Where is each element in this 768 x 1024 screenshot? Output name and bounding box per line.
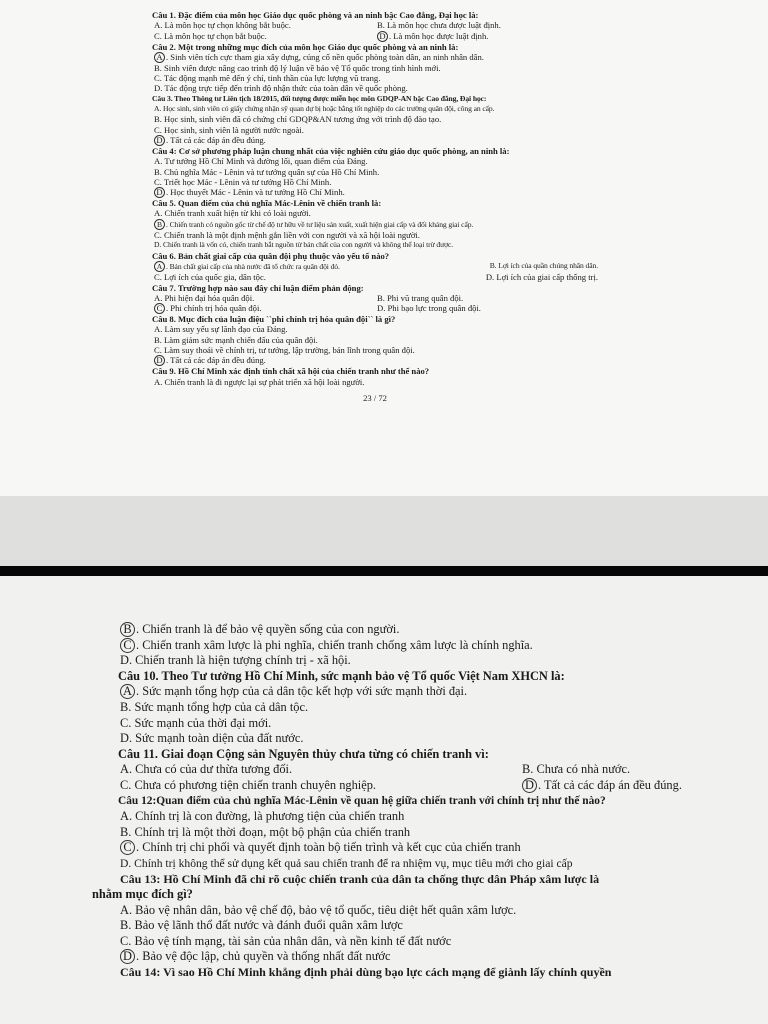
circled-answer-mark: B — [120, 622, 135, 637]
q8-option-d: D . Tất cả các đáp án đều đúng. — [152, 355, 598, 366]
question-8-title: Câu 8. Mục đích của luận điệu ``phi chính trị hóa quân đội`` là gì? — [152, 314, 396, 325]
question-14 — [92, 965, 732, 981]
question-9-title: Câu 9. Hồ Chí Minh xác định tính chất xã hội của chiến tranh như thế nào? — [152, 366, 430, 377]
q3-option-b: B. Học sinh, sinh viên đã có chứng chỉ GDQP&AN tương ứng với trình độ đào tạo. — [154, 114, 442, 125]
circled-answer-mark: D — [154, 135, 165, 146]
q7-option-c: C . Phi chính trị hóa quân đội. — [152, 303, 375, 314]
q4-option-a: A. Tư tưởng Hồ Chí Minh và đường lối, quan điểm của Đảng. — [154, 156, 368, 167]
q6-option-d: D. Lợi ích của giai cấp thống trị. — [485, 272, 598, 283]
q2-option-b: B. Sinh viên được nâng cao trình độ lý luận về bảo vệ Tổ quốc trong tình hình mới. — [154, 62, 441, 73]
circled-answer-mark: D — [120, 949, 135, 964]
question-13-title: Câu 13: Hồ Chí Minh đã chỉ rõ cuộc chiến tranh của dân ta chống thực dân Pháp xâm lược là — [120, 871, 600, 886]
circled-answer-mark: C — [120, 638, 135, 653]
q8-option-c: C. Làm suy thoái về chính trị, tư tưởng, lập trường, bản lĩnh trong quân đội. — [154, 345, 415, 356]
q13-option-d: D . Bảo vệ độc lập, chủ quyền và thống nhất đất nước — [118, 949, 732, 965]
q8-option-a: A. Làm suy yếu sự lãnh đạo của Đảng. — [154, 324, 288, 335]
q12-option-a: A. Chính trị là con đường, là phương tiện của chiến tranh — [120, 809, 405, 824]
question-10-title: Câu 10. Theo Tư tưởng Hồ Chí Minh, sức mạnh bảo vệ Tổ quốc Việt Nam XHCN là: — [118, 668, 565, 683]
q6-option-c: C. Lợi ích của quốc gia, dân tộc. — [154, 272, 266, 283]
page-top-content — [152, 10, 598, 403]
question-13-title-cont: nhằm mục đích gì? — [92, 887, 193, 902]
q3-option-d: D . Tất cả các đáp án đều đúng. — [152, 135, 598, 146]
question-6-title: Câu 6. Bản chất giai cấp của quân đội phụ thuộc vào yếu tố nào? — [152, 250, 390, 261]
q2-option-c: C. Tác động mạnh mẽ đến ý chí, tinh thần của lực lượng vũ trang. — [154, 73, 381, 84]
question-5 — [152, 198, 598, 250]
question-10 — [92, 669, 732, 747]
question-11 — [92, 747, 732, 794]
circled-answer-mark: A — [120, 684, 135, 699]
q4-option-b: B. Chủ nghĩa Mác - Lênin và tư tưởng quân sự của Hồ Chí Minh. — [154, 166, 380, 177]
q10-option-a: A . Sức mạnh tổng hợp của cả dân tộc kết hợp với sức mạnh thời đại. — [118, 684, 732, 700]
q8-option-b: B. Làm giảm sức mạnh chiến đấu của quân đội. — [154, 334, 318, 345]
circled-answer-mark: D — [377, 31, 388, 42]
q5-option-b: B . Chiến tranh có nguồn gốc từ chế độ tư hữu về tư liệu sản xuất, xuất hiện giai cấp và đối kháng giai cấp. — [152, 219, 598, 230]
q5-option-c: C. Chiến tranh là một định mệnh gắn liền với con người và xã hội loài người. — [154, 230, 420, 241]
question-1-title: Câu 1. Đặc điểm của môn học Giáo dục quốc phòng và an ninh bậc Cao đẳng, Đại học là: — [152, 10, 479, 20]
q1-option-b: B. Là môn học chưa được luật định. — [377, 20, 501, 31]
q2-option-a: A . Sinh viên tích cực tham gia xây dựng, củng cố nền quốc phòng toàn dân, an ninh nhân dân. — [152, 52, 598, 63]
circled-answer-mark: C — [120, 840, 135, 855]
q9-option-c: C . Chiến tranh xâm lược là phi nghĩa, chiến tranh chống xâm lược là chính nghĩa. — [118, 638, 732, 654]
page-gap — [0, 496, 768, 570]
question-6 — [152, 251, 598, 283]
q3-option-a: A. Học sinh, sinh viên có giấy chứng nhận sỹ quan dự bị hoặc bằng tốt nghiệp do các trường quân đội, công an cấp. — [154, 104, 495, 114]
q10-option-c: C. Sức mạnh của thời đại mới. — [120, 715, 272, 730]
page-top — [0, 0, 768, 496]
question-5-title: Câu 5. Quan điểm của chủ nghĩa Mác-Lênin về chiến tranh là: — [152, 198, 382, 209]
question-12-title: Câu 12:Quan điểm của chủ nghĩa Mác-Lênin về quan hệ giữa chiến tranh với chính trị như thế nào? — [118, 794, 606, 807]
q1-option-d: D . Là môn học được luật định. — [375, 31, 598, 42]
question-13 — [92, 872, 732, 966]
question-4 — [152, 146, 598, 198]
q9-option-b: B . Chiến tranh là để bảo vệ quyền sống của con người. — [118, 622, 732, 638]
q6-option-a: A . Bản chất giai cấp của nhà nước đã tổ chức ra quân đội đó. — [152, 261, 488, 272]
page-edge-band — [0, 566, 768, 576]
q1-option-a: A. Là môn học tự chọn không bắt buộc. — [154, 20, 291, 31]
page-bottom — [0, 576, 768, 1024]
circled-answer-mark: B — [154, 219, 165, 230]
page-number: 23 / 72 — [363, 392, 387, 403]
q11-option-b: B. Chưa có nhà nước. — [522, 762, 631, 777]
circled-answer-mark: A — [154, 52, 165, 63]
question-11-title: Câu 11. Giai đoạn Cộng sản Nguyên thủy chưa từng có chiến tranh vì: — [118, 746, 489, 761]
circled-answer-mark: D — [154, 187, 165, 198]
q11-option-d: D . Tất cả các đáp án đều đúng. — [520, 778, 732, 794]
question-12 — [92, 794, 732, 872]
question-3-title: Câu 3. Theo Thông tư Liên tịch 18/2015, đối tượng được miễn học môn GDQP-AN bậc Cao đẳng, Đại học: — [152, 93, 487, 103]
question-7 — [152, 283, 598, 315]
question-2-title: Câu 2. Một trong những mục đích của môn học Giáo dục quốc phòng và an ninh là: — [152, 41, 459, 52]
q6-option-b: B. Lợi ích của quần chúng nhân dân. — [489, 260, 598, 270]
circled-answer-mark: C — [154, 303, 165, 314]
question-2 — [152, 42, 598, 94]
q9-option-a: A. Chiến tranh là đi ngược lại sự phát triển xã hội loài người. — [154, 376, 365, 387]
q13-option-c: C. Bảo vệ tính mạng, tài sản của nhân dân, và nền kinh tế đất nước — [120, 933, 452, 948]
q12-option-c: C . Chính trị chi phối và quyết định toàn bộ tiến trình và kết cục của chiến tranh — [118, 840, 732, 856]
q9-option-d: D. Chiến tranh là hiện tượng chính trị - xã hội. — [120, 653, 351, 668]
q5-option-d: D. Chiến tranh là vốn có, chiến tranh bắt nguồn từ bản chất của con người và không thể loại trừ được. — [154, 240, 454, 250]
q7-option-d: D. Phi bạo lực trong quân đội. — [377, 303, 481, 314]
question-9 — [152, 366, 598, 387]
q10-option-d: D. Sức mạnh toàn diện của đất nước. — [120, 731, 304, 746]
q12-option-d: D. Chính trị không thể sử dụng kết quả sau chiến tranh để ra nhiệm vụ, mục tiêu mới cho giai cấp — [120, 856, 573, 870]
q13-option-b: B. Bảo vệ lãnh thổ đất nước và đánh đuổi quân xâm lược — [120, 918, 403, 933]
circled-answer-mark: D — [154, 355, 165, 366]
q11-option-c: C. Chưa có phương tiện chiến tranh chuyên nghiệp. — [120, 777, 377, 792]
q7-option-a: A. Phi hiện đại hóa quân đội. — [154, 292, 255, 303]
circled-answer-mark: D — [522, 778, 537, 793]
q1-option-c: C. Là môn học tự chọn bắt buộc. — [154, 30, 267, 41]
q11-option-a: A. Chưa có của dư thừa tương đối. — [120, 762, 293, 777]
question-1 — [152, 10, 598, 42]
question-14-title: Câu 14: Vì sao Hồ Chí Minh khẳng định phải dùng bạo lực cách mạng để giành lấy chính quyền — [120, 965, 612, 980]
question-7-title: Câu 7. Trường hợp nào sau đây chỉ luận điểm phản động: — [152, 282, 364, 293]
q3-option-c: C. Học sinh, sinh viên là người nước ngoài. — [154, 124, 304, 135]
page-bottom-content — [92, 622, 732, 981]
circled-answer-mark: A — [154, 261, 165, 272]
q5-option-a: A. Chiến tranh xuất hiện từ khi có loài người. — [154, 208, 311, 219]
q10-option-b: B. Sức mạnh tổng hợp của cả dân tộc. — [120, 699, 309, 714]
q12-option-b: B. Chính trị là một thời đoạn, một bộ phận của chiến tranh — [120, 824, 411, 839]
question-4-title: Câu 4: Cơ sở phương pháp luận chung nhất của việc nghiên cứu giáo dục quốc phòng, an ninh là: — [152, 145, 510, 156]
q7-option-b: B. Phi vũ trang quân đội. — [377, 292, 464, 303]
question-3 — [152, 94, 598, 146]
q2-option-d: D. Tác động trực tiếp đến trình độ nhận thức của toàn dân về quốc phòng. — [154, 83, 408, 94]
question-8 — [152, 314, 598, 366]
q13-option-a: A. Bảo vệ nhân dân, bảo vệ chế độ, bảo vệ tổ quốc, tiêu diệt hết quân xâm lược. — [120, 902, 517, 917]
q4-option-d: D . Học thuyết Mác - Lênin và tư tưởng Hồ Chí Minh. — [152, 187, 598, 198]
q4-option-c: C. Triết học Mác - Lênin và tư tưởng Hồ Chí Minh. — [154, 176, 332, 187]
question-9-continued — [92, 622, 732, 669]
